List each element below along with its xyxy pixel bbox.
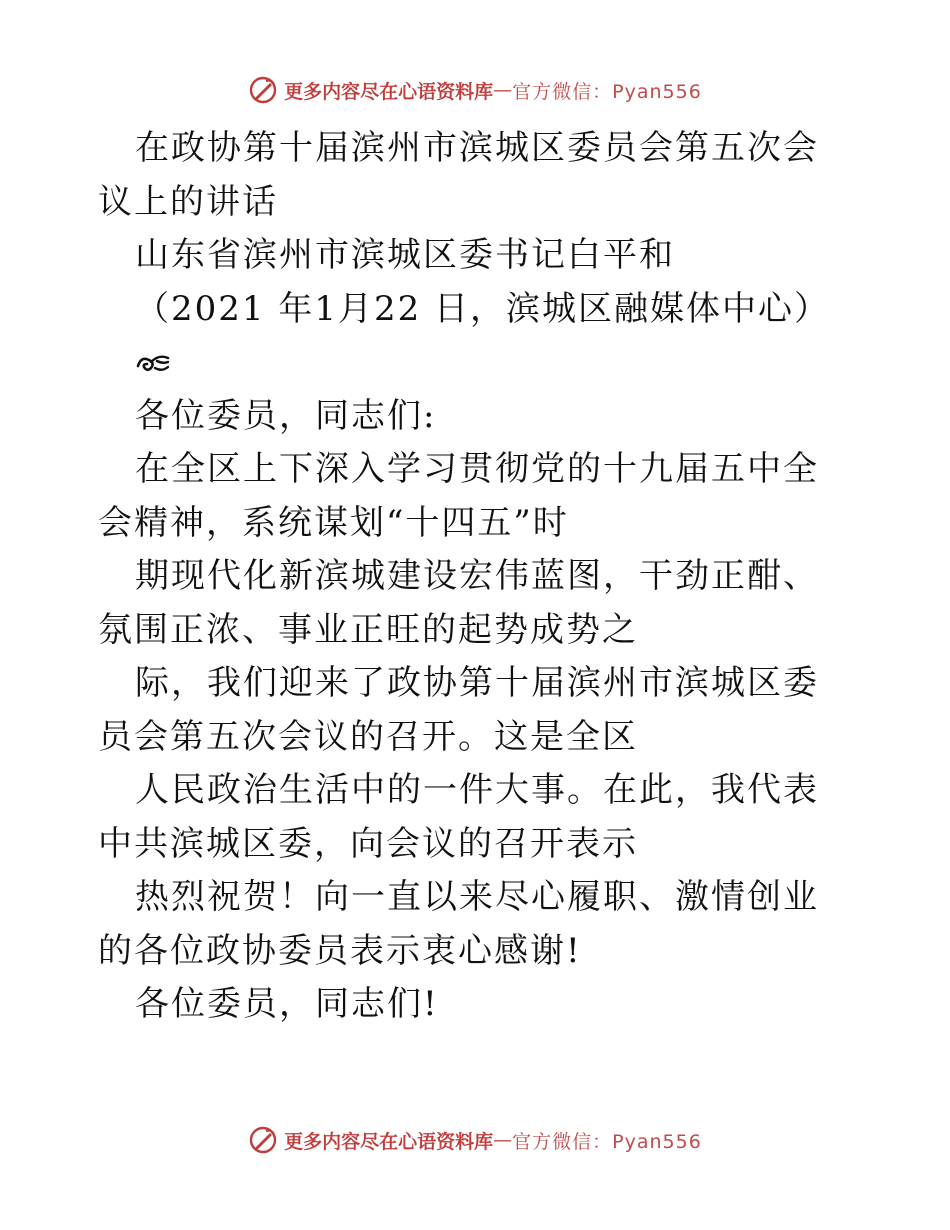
header-watermark	[0, 70, 950, 110]
watermark-separator: —	[493, 1129, 513, 1151]
footer-watermark	[0, 1120, 950, 1160]
paragraph-4: 人民政治生活中的一件大事。在此，我代表中共滨城区委，向会议的召开表示	[98, 770, 819, 864]
watermark-wechat: 官方微信：Pyan556	[512, 80, 702, 103]
paragraph-1: 在全区上下深入学习贯彻党的十九届五中全会精神，系统谋划“十四五”时	[98, 449, 819, 543]
watermark-separator: —	[493, 79, 513, 101]
document-title: 在政协第十届滨州市滨城区委员会第五次会议上的讲话	[98, 128, 819, 222]
fleuron-ornament-icon	[98, 336, 854, 390]
date-source-line: （2021 年1月22 日，滨城区融媒体中心）	[135, 288, 831, 329]
watermark-wechat: 官方微信：Pyan556	[512, 1130, 702, 1153]
quill-logo-icon	[248, 75, 278, 105]
paragraph-greeting-2: 各位委员，同志们!	[135, 984, 439, 1024]
ornament-icon	[135, 352, 171, 374]
paragraph-3: 际，我们迎来了政协第十届滨州市滨城区委员会第五次会议的召开。这是全区	[98, 663, 819, 757]
watermark-brand: 更多内容尽在心语资料库	[284, 80, 494, 103]
paragraph-greeting: 各位委员，同志们:	[135, 395, 437, 436]
paragraph-5: 热烈祝贺！向一直以来尽心履职、激情创业的各位政协委员表示衷心感谢!	[98, 877, 819, 971]
quill-logo-icon	[248, 1125, 278, 1155]
watermark-brand: 更多内容尽在心语资料库	[284, 1130, 494, 1153]
paragraph-2: 期现代化新滨城建设宏伟蓝图，干劲正酣、氛围正浓、事业正旺的起势成势之	[98, 556, 819, 650]
speaker-line: 山东省滨州市滨城区委书记白平和	[135, 235, 675, 275]
document-body	[98, 122, 854, 1032]
